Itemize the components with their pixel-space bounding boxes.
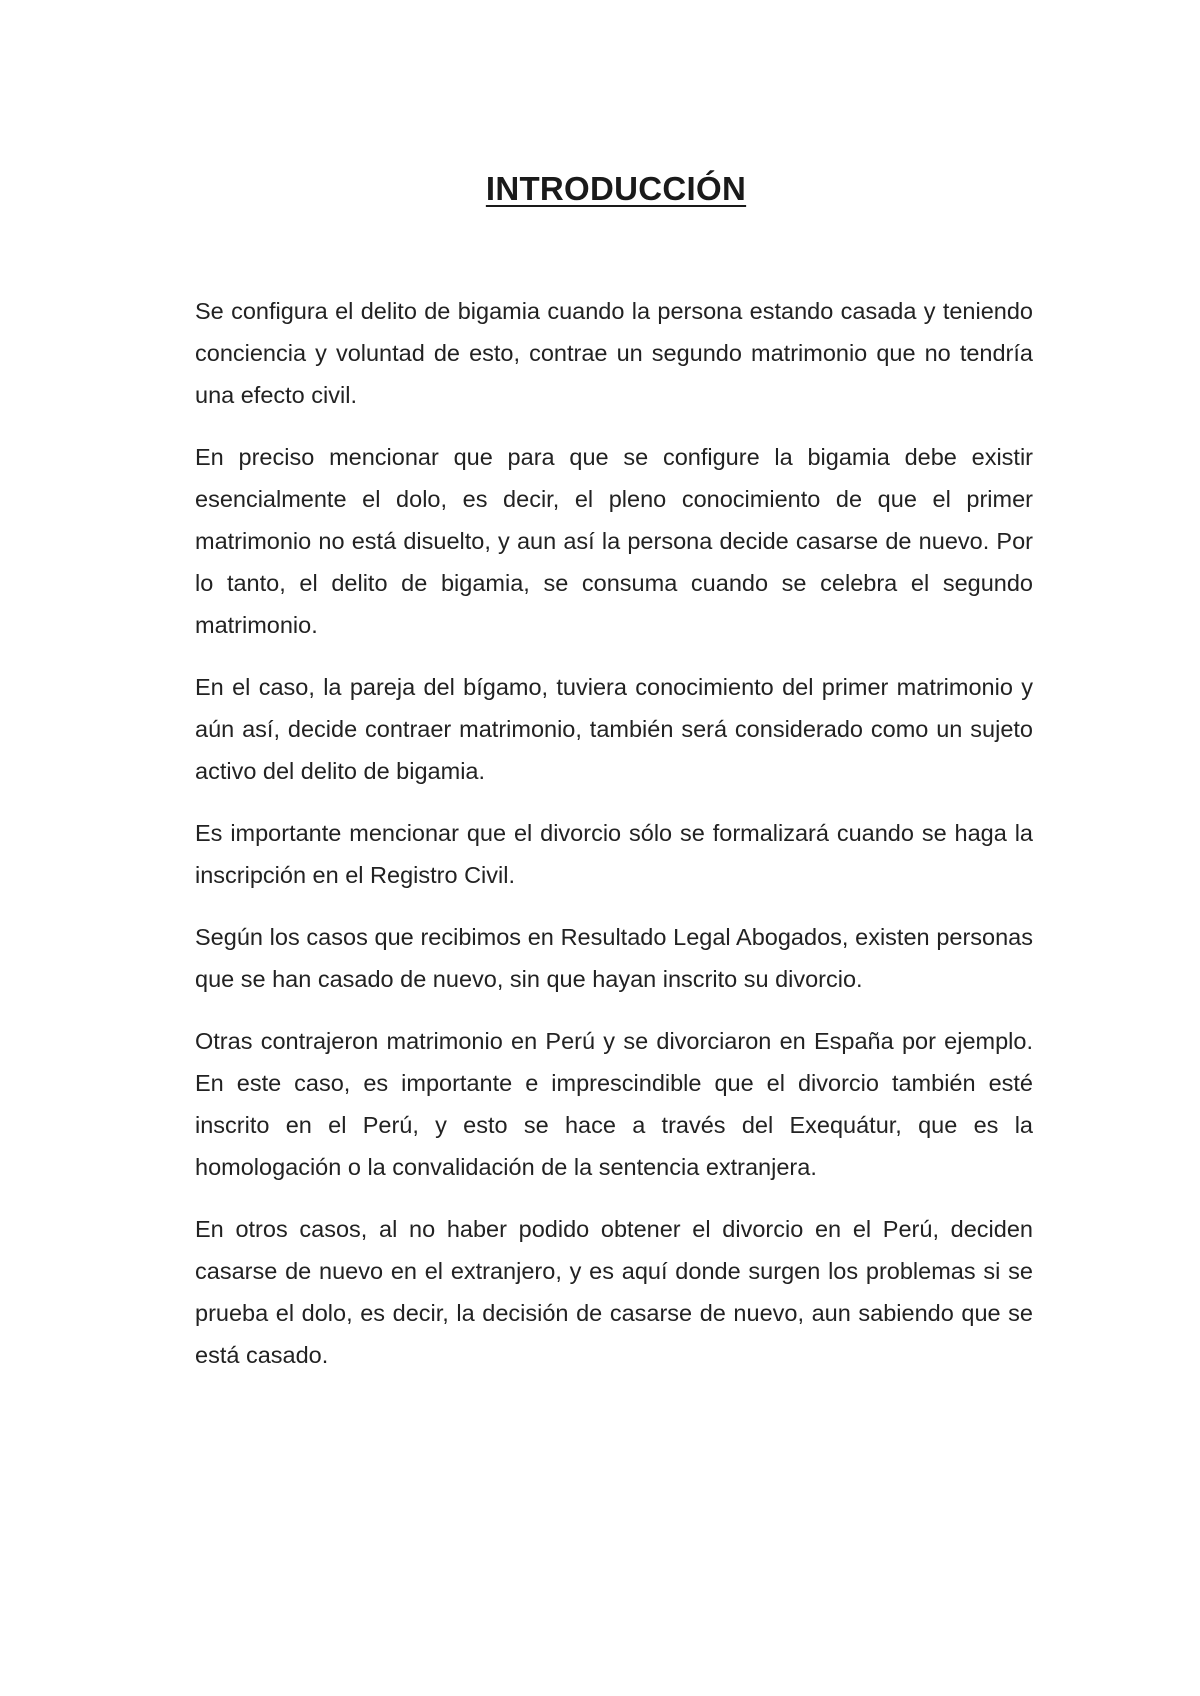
document-body	[195, 290, 1033, 1396]
paragraph-4: Es importante mencionar que el divorcio sólo se formalizará cuando se haga la inscripción en el Registro Civil.	[195, 820, 1033, 888]
paragraph-3: En el caso, la pareja del bígamo, tuviera conocimiento del primer matrimonio y aún así, decide contraer matrimonio, también será considerado como un sujeto activo del delito de bigamia.	[195, 674, 1033, 784]
paragraph-2: En preciso mencionar que para que se configure la bigamia debe existir esencialmente el dolo, es decir, el pleno conocimiento de que el primer matrimonio no está disuelto, y aun así la persona decide casarse de nuevo. Por lo tanto, el delito de bigamia, se consuma cuando se celebra el segundo matrimonio.	[195, 444, 1033, 638]
page-title: INTRODUCCIÓN	[485, 170, 747, 207]
paragraph-1: Se configura el delito de bigamia cuando la persona estando casada y teniendo conciencia y voluntad de esto, contrae un segundo matrimonio que no tendría una efecto civil.	[195, 298, 1033, 408]
paragraph-7: En otros casos, al no haber podido obtener el divorcio en el Perú, deciden casarse de nuevo en el extranjero, y es aquí donde surgen los problemas si se prueba el dolo, es decir, la decisión de casarse de nuevo, aun sabiendo que se está casado.	[195, 1216, 1033, 1368]
paragraph-5: Según los casos que recibimos en Resultado Legal Abogados, existen personas que se han casado de nuevo, sin que hayan inscrito su divorcio.	[195, 924, 1033, 992]
paragraph-6: Otras contrajeron matrimonio en Perú y se divorciaron en España por ejemplo. En este caso, es importante e imprescindible que el divorcio también esté inscrito en el Perú, y esto se hace a través del Exequátur, que es la homologación o la convalidación de la sentencia extranjera.	[195, 1028, 1033, 1180]
